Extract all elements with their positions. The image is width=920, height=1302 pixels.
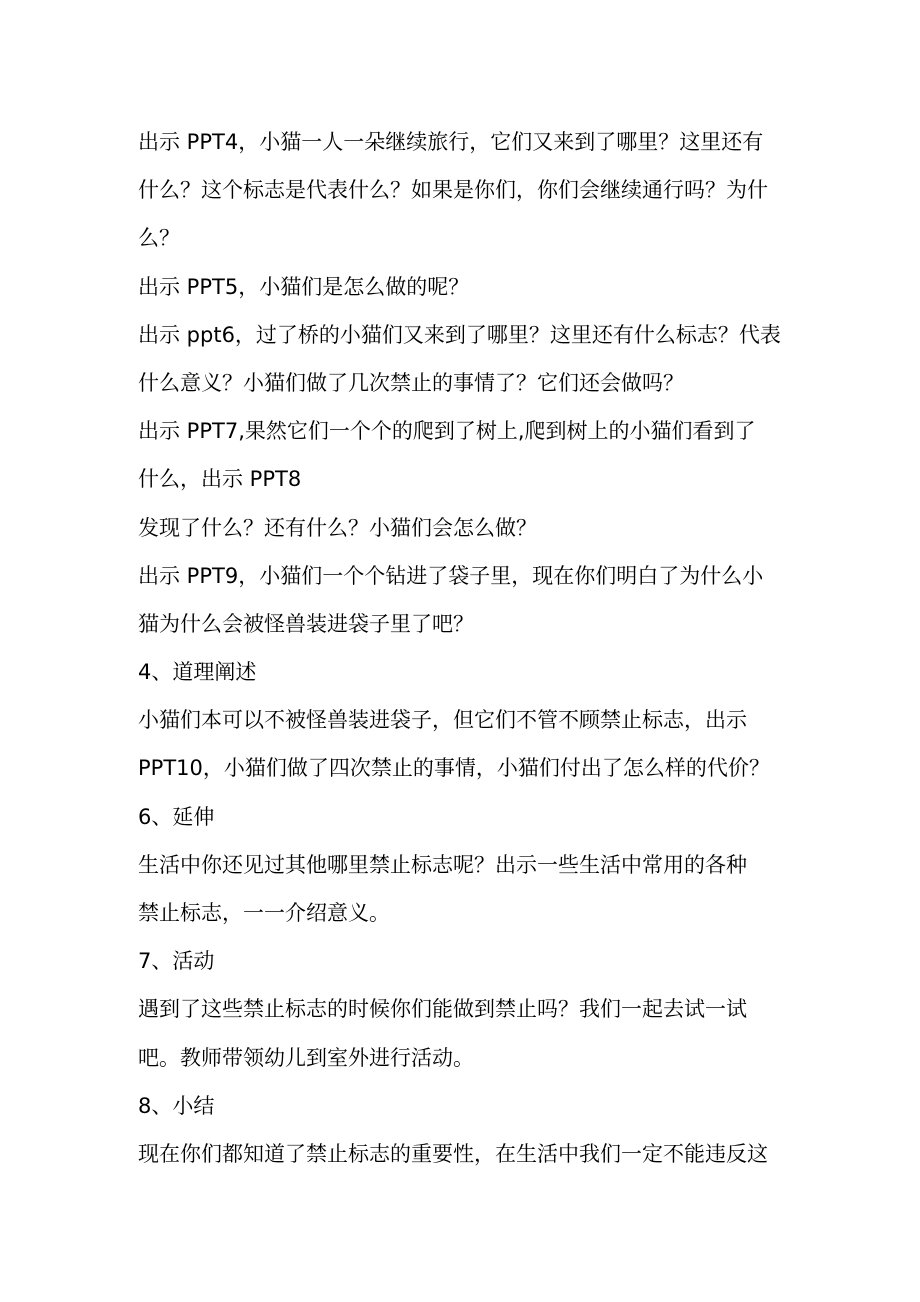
- text-line: 遇到了这些禁止标志的时候你们能做到禁止吗？我们一起去试一试: [138, 997, 747, 1022]
- text-line: 什么？这个标志是代表什么？如果是你们，你们会继续通行吗？为什: [138, 178, 768, 203]
- text-line: 出示 PPT9，小猫们一个个钻进了袋子里，现在你们明白了为什么小: [138, 563, 764, 588]
- text-line: 什么意义？小猫们做了几次禁止的事情了？它们还会做吗？: [138, 370, 684, 395]
- text-line: 禁止标志，一一介绍意义。: [138, 901, 390, 925]
- text-line: 出示 PPT5，小猫们是怎么做的呢？: [138, 274, 470, 299]
- section-heading: 8、小结: [138, 1093, 215, 1118]
- text-line: 吧。教师带领幼儿到室外进行活动。: [138, 1045, 474, 1070]
- text-line: 现在你们都知道了禁止标志的重要性，在生活中我们一定不能违反这: [138, 1141, 768, 1166]
- text-line: 什么，出示 PPT8: [138, 467, 302, 492]
- document-body: [138, 118, 788, 1178]
- text-line: 发现了什么？还有什么？小猫们会怎么做？: [138, 515, 537, 540]
- section-heading: 6、延伸: [138, 804, 215, 829]
- section-heading: 7、活动: [138, 949, 215, 974]
- text-line: 出示 PPT7,果然它们一个个的爬到了树上,爬到树上的小猫们看到了: [138, 419, 756, 444]
- text-line: 出示 PPT4，小猫一人一朵继续旅行，它们又来到了哪里？这里还有: [138, 130, 764, 154]
- text-line: 生活中你还见过其他哪里禁止标志呢？出示一些生活中常用的各种: [138, 852, 747, 877]
- text-line: PPT10，小猫们做了四次禁止的事情，小猫们付出了怎么样的代价？: [138, 756, 770, 781]
- text-line: 小猫们本可以不被怪兽装进袋子，但它们不管不顾禁止标志，出示: [138, 708, 747, 733]
- section-heading: 4、道理阐述: [138, 660, 257, 685]
- text-line: 猫为什么会被怪兽装进袋子里了吧？: [138, 611, 474, 636]
- text-line: 出示 ppt6，过了桥的小猫们又来到了哪里？这里还有什么标志？代表: [138, 322, 781, 347]
- text-line: 么？: [138, 226, 180, 251]
